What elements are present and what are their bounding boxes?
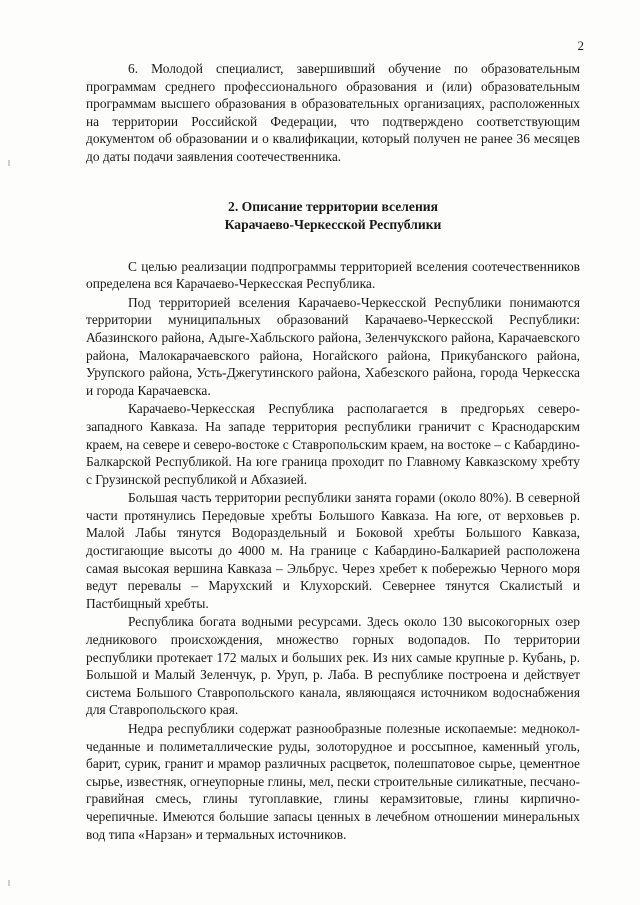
paragraph-minerals: Недра республики содержат разнообразные полезные ископаемые: медноколчеданные и полиметаллические руды, золоторудное и россыпное, каменный уголь, барит, сурик, гранит и мрамор различных расцветок, полешпатовое сырье, цементное сырье, известняк, огнеупорные глины, мел, пески строительные силикатные, песчано-гравийная смесь, глины тугоплавкие, глины керамзитовые, глины кирпично-черепичные. Имеются большие запасы ценных в лечебном отношении минеральных вод типа «Нарзан» и термальных источников. <box>86 721 580 842</box>
paragraph-water-resources: Республика богата водными ресурсами. Здесь около 130 высокогорных озер ледникового происхождения, множество горных водопадов. По территории республики протекает 172 малых и больших рек. Из них самые крупные р. Кубань, р. Большой и Малый Зеленчук, р. Уруп, р. Лаба. В республике построена и действует система Большого Ставропольского канала, являющаяся источником водоснабжения для Ставропольского края. <box>86 614 580 718</box>
section-heading <box>86 198 580 234</box>
scan-edge-mark <box>8 160 10 166</box>
section-heading-line-2: Карачаево-Черкесской Республики <box>224 216 442 232</box>
paragraph-mountains: Большая часть территории республики занята горами (около 80%). В северной части протянулись Передовые хребты Большого Кавказа. На юге, от верховьев р. Малой Лабы тянутся Водораздельный и Боковой хребты Большого Кавказа, достигающие высоты до 4000 м. На границе с Кабардино-Балкарией расположена самая высокая вершина Кавказа – Эльбрус. Через хребет к побережью Черного моря ведут перевалы – Марухский и Клухорский. Севернее тянутся Скалистый и Пастбищный хребты. <box>86 490 580 611</box>
paragraph-purpose: С целью реализации подпрограммы территорией вселения соотечественников определена вся Карачаево-Черкесская Республика. <box>86 258 580 292</box>
intro-item-6: 6. Молодой специалист, завершивший обучение по образовательным программам среднего профессионального образования и (или) образовательным программам высшего образования в образовательных организациях, расположенных на территории Российской Федерации, что подтверждено соответствующим документом об образовании и о квалификации, который получен не ранее 36 месяцев до даты подачи заявления соотечественника. <box>86 61 580 164</box>
section-heading-line-1: 2. Описание территории вселения <box>228 198 438 214</box>
scan-edge-mark <box>8 880 10 886</box>
page-number: 2 <box>577 38 584 53</box>
paragraph-municipalities: Под территорией вселения Карачаево-Черкесской Республики понимаются территории муниципальных образований Карачаево-Черкесской Республики: Абазинского района, Адыге-Хабльского района, Зеленчукского района, Карачаевского района, Малокарачаевского района, Ногайского района, Прикубанского района, Урупского района, Усть-Джегутинского района, Хабезского района, города Черкесска и города Карачаевска. <box>86 294 580 398</box>
paragraph-geography: Карачаево-Черкесская Республика располагается в предгорьях северо-западного Кавказа. На западе территория республики граничит с Краснодарским краем, на севере и северо-востоке с Ставропольским краем, на востоке – с Кабардино-Балкарской Республикой. На юге граница проходит по Главному Кавказскому хребту с Грузинской республикой и Абхазией. <box>86 401 580 487</box>
document-body <box>86 60 580 844</box>
